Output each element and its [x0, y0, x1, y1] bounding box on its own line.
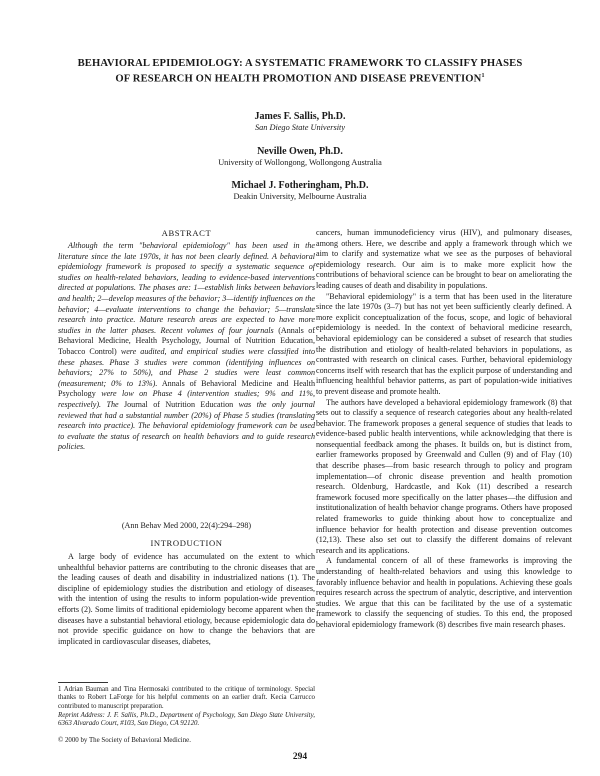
footnote-divider	[58, 682, 108, 683]
right-paragraph-4: A fundamental concern of all of these frameworks is improving the understanding of health-related behaviors and using this knowledge to favorably influence behavior and health in populations. Achieving these goals requires research across the spectrum of analytic, descriptive, and intervention studies. We argue that this can be facilitated by the use of a systematic framework to classify the sequencing of studies. To this end, the proposed behavioral epidemiology framework (8) describes five main research phases.	[316, 556, 572, 629]
abstract-journal-names: Annals of Behavioral Medicine and Health Psychology	[58, 378, 316, 399]
abstract-text-1: Although the term "behavioral epidemiology" has been used in the literature since the late 1970s, it has not been clearly defined. A behavioral epidemiology framework is proposed to specify a systematic sequence of studies on health-related behaviors, leading to evidence-based interventions directed at populations. The phases are: 1—establish links between behaviors and health; 2—develop measures of the behavior; 3—identify influences on the behavior; 4—evaluate interventions to change the behavior; 5—translate research into practice. Mature research areas are expected to have more studies in the latter phases. Recent volumes of four journals	[58, 241, 315, 335]
article-title	[30, 57, 570, 86]
author-block-3	[150, 180, 450, 202]
introduction-body	[58, 552, 315, 647]
page-number: 294	[292, 752, 308, 762]
right-paragraph-2: "Behavioral epidemiology" is a term that has been used in the literature since the late 1970s (3–7) but has not yet been sufficiently clearly defined. A more explicit conceptualization of the focus, scope, and logic of behavioral epidemiology is needed. In the context of behavioral medicine research, behavioral epidemiology can be considered a subset of research that studies the distribution and etiology of health-related behaviors in populations, as contrasted with research on clinical cases. Further, behavioral epidemiology concerns itself with research that has the explicit purpose of understanding and influencing healthful behavior patterns, as part of population-wide initiatives to prevent disease and promote health.	[316, 291, 572, 396]
introduction-heading: INTRODUCTION	[150, 538, 223, 548]
abstract-text-4: was the only journal reviewed that had a substantial number (20%) of Phase 5 studies (translating research into practice). The behavioral epidemiology framework can be used to evaluate the status of research on health behaviors and to guide research policies.	[58, 399, 315, 452]
introduction-heading-wrap	[58, 538, 315, 548]
footnote-copyright: © 2000 by The Society of Behavioral Medicine.	[58, 737, 191, 744]
author-affiliation: San Diego State University	[254, 123, 346, 132]
author-name: James F. Sallis, Ph.D.	[254, 111, 346, 122]
abstract-heading: ABSTRACT	[161, 228, 212, 238]
citation-line: (Ann Behav Med 2000, 22(4):294–298)	[121, 521, 252, 530]
right-paragraph-1: cancers, human immunodeficiency virus (HIV), and pulmonary diseases, among others. Here, we describe and apply a framework through which we aim to clarify and systematize what we see as the purposes of behavioral epidemiology research. Our aim is to make more explicit how the contributions of behavioral science can be brought to bear on ameliorating the leading causes of death and disability in populations.	[316, 228, 572, 290]
author-affiliation: University of Wollongong, Wollongong Australia	[218, 158, 382, 167]
abstract-body	[58, 241, 315, 453]
introduction-paragraph: A large body of evidence has accumulated on the extent to which unhealthful behavior patterns are contributing to the chronic diseases that are the leading causes of death and disability in industrialized nations (1). The discipline of epidemiology studies the distribution and etiology of diseases, with the intention of using the results to inform population-wide prevention efforts (2). Some limits of traditional epidemiology become apparent when the diseases have a substantial behavioral etiology, because epidemiologic data do not provide specific guidance on how to change the behaviors that are implicated in cardiovascular diseases, diabetes,	[58, 552, 315, 646]
author-name: Neville Owen, Ph.D.	[257, 146, 343, 157]
author-block-2	[150, 146, 450, 168]
abstract-text-2: were audited, and empirical studies were classified into these phases. Phase 3 studies were common (identifying influences on behaviors; 27% to 50%), and Phase 2 studies were least common (measurement; 0% to 13%).	[58, 346, 316, 388]
abstract-heading-wrap	[58, 228, 315, 239]
abstract-journals: (Annals of Behavioral Medicine, Health Psychology, Journal of Nutrition Education, Tobacco Control)	[58, 325, 316, 356]
author-block-1	[150, 111, 450, 133]
title-line-2: OF RESEARCH ON HEALTH PROMOTION AND DISEASE PREVENTION	[115, 73, 482, 85]
abstract-text-3: were low on Phase 4 (intervention studies; 9% and 11%, respectively). The	[58, 389, 315, 409]
abstract-journal-name: Journal of Nutrition Education	[123, 399, 234, 409]
footnote-acknowledgment: 1 Adrian Bauman and Tina Hermosaki contributed to the critique of terminology. Special thanks to Robert LaForge for his helpful comments on an earlier draft. Kecia Carrucco contributed to manuscript preparation.	[58, 686, 315, 710]
title-line-1: BEHAVIORAL EPIDEMIOLOGY: A SYSTEMATIC FRAMEWORK TO CLASSIFY PHASES	[77, 58, 523, 69]
footnote-reprint-address: Reprint Address: J. F. Sallis, Ph.D., Department of Psychology, San Diego State University, 6363 Alvarado Court, #103, San Diego, CA 92120.	[58, 712, 315, 728]
title-footnote-mark: 1	[481, 73, 485, 79]
author-name: Michael J. Fotheringham, Ph.D.	[231, 180, 369, 191]
right-column-body	[316, 228, 572, 631]
author-affiliation: Deakin University, Melbourne Australia	[233, 192, 367, 201]
right-paragraph-3: The authors have developed a behavioral epidemiology framework (8) that sets out to classify a sequence of research categories about any health-related behavior. The framework proposes a general sequence of studies that leads to evidence-based public health interventions, while acknowledging that there is nonsequential feedback among the phases. It builds on, but is distinct from, earlier frameworks proposed by Greenwald and Cullen (9) and of Flay (10) that describe phases—from basic research through to policy and program implementation—of chronic disease prevention and health promotion research. Oldenburg, Hardcastle, and Kok (11) described a research framework focused more specifically on the latter phases—the diffusion and institutionalization of health behavior change programs. Others have proposed related frameworks to guide thinking about how to conceptualize and influence behavior for health protection and disease prevention outcomes (12,13). These also set out to classify the different domains of relevant research and its applications.	[316, 397, 572, 555]
